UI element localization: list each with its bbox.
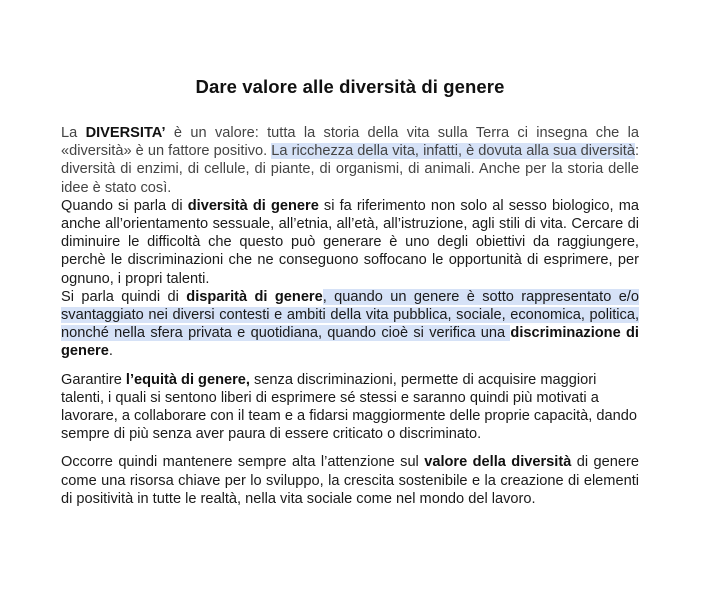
paragraph-diversita <box>61 124 639 197</box>
p5-bold-valore: valore della diversità <box>424 454 572 471</box>
paragraph-disparita <box>61 288 639 361</box>
paragraph-diversita-di-genere <box>61 197 639 288</box>
p3-bold-disparita: disparità di genere <box>186 288 323 305</box>
p3-text-a: Si parla quindi di <box>61 288 187 305</box>
p1-highlight: La ricchezza della vita, infatti, è dovuta alla sua diversità <box>271 143 635 160</box>
p1-text-e: : diversità di enzimi, di cellule, di piante, di organismi, di animali. Anche per la storia delle idee è stato così. <box>61 143 640 196</box>
p1-bold-diversita: DIVERSITA’ <box>85 125 166 141</box>
p3-text-e: . <box>108 343 113 360</box>
document-page <box>61 76 639 508</box>
p1-text-c: è un valore: tutta la storia della vita sulla Terra ci insegna che la «diversità» è un fattore positivo. <box>61 125 639 160</box>
p2-text-c: si fa riferimento non solo al sesso biologico, ma anche all’orientamento sessuale, all’etnia, all’età, all’istruzione, agli stili di vita. Cercare di diminuire le difficoltà che questo può generare è uno degli obiettivi da raggiungere, perchè le discriminazioni che ne conseguono soffocano le opportunità di esprimere, per ognuno, i propri talenti. <box>61 197 639 287</box>
document-title: Dare valore alle diversità di genere <box>195 76 505 97</box>
p2-text-a: Quando si parla di <box>61 197 188 214</box>
paragraph-equita <box>61 371 639 444</box>
p5-text-a: Occorre quindi mantenere sempre alta l’attenzione sul <box>61 454 425 471</box>
p3-bold-discriminazione: discriminazione di genere <box>61 325 639 360</box>
p3-highlight: , quando un genere è sotto rappresentato e/o svantaggiato nei diversi contesti e ambiti della vita pubblica, sociale, economica, politica, nonché nella sfera privata e quotidiana, quando cioè si verifica una <box>61 288 639 342</box>
p5-text-c: di genere come una risorsa chiave per lo sviluppo, la crescita sostenibile e la creazione di elementi di positività in tutte le realtà, nella vita sociale come nel mondo del lavoro. <box>61 454 639 507</box>
paragraph-valore <box>61 453 639 508</box>
p4-text-a: Garantire <box>61 371 126 388</box>
p4-text-c: senza discriminazioni, permette di acquisire maggiori talenti, i quali si sentono liberi di esprimere sé stessi e saranno quindi più motivati a lavorare, a collaborare con il team e a fidarsi maggiormente delle proprie capacità, dando sempre di più senza aver paura di essere criticato o discriminato. <box>61 371 637 443</box>
p4-bold-equita: l’equità di genere, <box>125 371 250 388</box>
p2-bold-diversita-di-genere: diversità di genere <box>187 197 319 214</box>
p1-text-a: La <box>61 125 86 141</box>
